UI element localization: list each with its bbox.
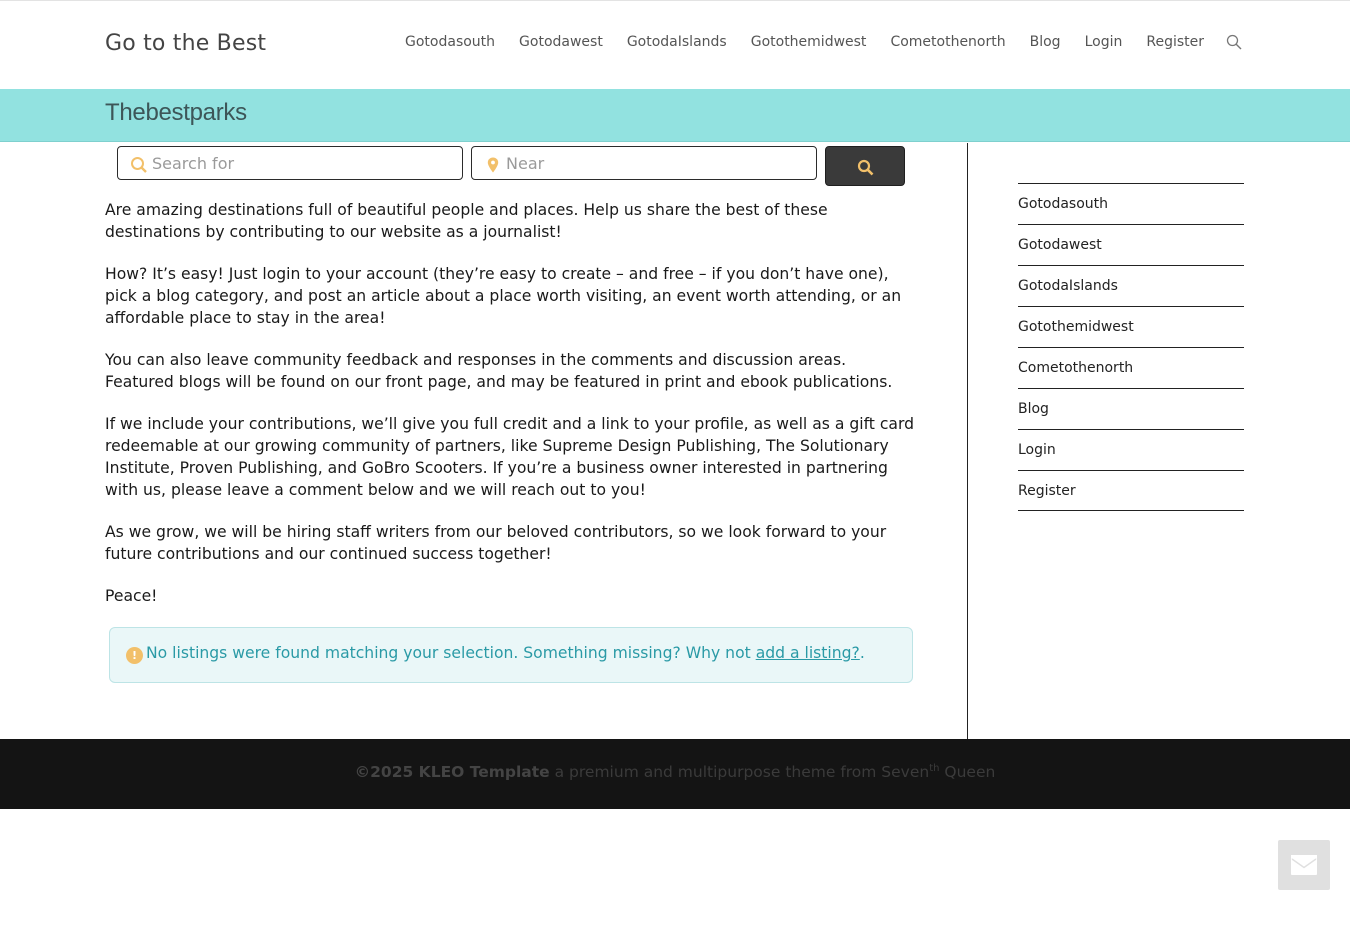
listing-search-form (117, 146, 905, 183)
site-header (0, 1, 1350, 89)
no-listings-notice (109, 627, 913, 683)
map-pin-icon (484, 156, 502, 174)
sidebar-item-cometothenorth[interactable]: Cometothenorth (1018, 347, 1244, 388)
paragraph: How? It’s easy! Just login to your account (they’re easy to create – and free – if you don’t have one), pick a blog category, and post an article about a place worth visiting, an event worth attending, or an affordable place to stay in the area! (105, 265, 902, 327)
sidebar-item-login[interactable]: Login (1018, 429, 1244, 470)
search-icon (130, 156, 148, 174)
search-icon (857, 159, 874, 176)
notice-suffix: . (859, 644, 865, 662)
nav-item-gotodaislands[interactable]: GotodaIslands (626, 34, 727, 50)
page-title-bar (0, 89, 1350, 142)
notice-text (146, 644, 865, 662)
sidebar-item-register[interactable]: Register (1018, 470, 1244, 511)
sidebar-menu (1018, 183, 1244, 511)
sidebar-item-gotodaislands[interactable]: GotodaIslands (1018, 265, 1244, 306)
envelope-icon (1291, 855, 1317, 875)
paragraph: Peace! (105, 587, 158, 605)
paragraph: If we include your contributions, we’ll give you full credit and a link to your profile, as well as a gift card redeemable at our growing community of partners, like Supreme Design Publishing, The Solutionary Institute, Proven Publishing, and GoBro Scooters. If you’re a business owner interested in partnering with us, please leave a comment below and we will reach out to you! (105, 415, 915, 499)
main-nav (381, 34, 1242, 50)
footer-sup: th (929, 763, 940, 774)
site-footer (0, 739, 1350, 809)
search-button[interactable] (825, 146, 905, 186)
sidebar-item-gotothemidwest[interactable]: Gotothemidwest (1018, 306, 1244, 347)
nav-item-gotothemidwest[interactable]: Gotothemidwest (750, 34, 867, 50)
footer-credits (0, 763, 1350, 781)
article-body (105, 199, 917, 627)
footer-brand: Queen (939, 763, 996, 782)
paragraph: Are amazing destinations full of beautiful people and places. Help us share the best of these destinations by contributing to our website as a journalist! (105, 201, 828, 241)
nav-item-gotodasouth[interactable]: Gotodasouth (405, 34, 496, 50)
paragraph: As we grow, we will be hiring staff writers from our beloved contributors, so we look forward to your future contributions and our continued success together! (105, 523, 887, 563)
sidebar-item-gotodasouth[interactable]: Gotodasouth (1018, 183, 1244, 224)
paragraph: You can also leave community feedback and responses in the comments and discussion areas. Featured blogs will be found on our front page, and may be featured in print and ebook publications. (105, 351, 893, 391)
nav-item-cometothenorth[interactable]: Cometothenorth (890, 34, 1006, 50)
near-field (471, 146, 817, 180)
site-logo[interactable]: Go to the Best (105, 31, 267, 56)
search-for-field (117, 146, 463, 180)
page-title: Thebestparks (105, 99, 247, 126)
sidebar-divider (967, 143, 968, 739)
notice-message: No listings were found matching your selection. Something missing? Why not (146, 644, 756, 662)
nav-item-gotodawest[interactable]: Gotodawest (519, 34, 603, 50)
info-icon: ! (126, 647, 143, 664)
add-listing-link[interactable]: add a listing? (755, 644, 860, 662)
footer-copyright: ©2025 KLEO Template (354, 763, 550, 782)
nav-item-register[interactable]: Register (1146, 34, 1204, 50)
contact-button[interactable] (1278, 840, 1330, 890)
main-content (105, 143, 967, 739)
search-for-input[interactable] (152, 147, 456, 179)
sidebar-item-blog[interactable]: Blog (1018, 388, 1244, 429)
nav-item-blog[interactable]: Blog (1029, 34, 1061, 50)
search-icon[interactable] (1226, 34, 1242, 50)
nav-item-login[interactable]: Login (1084, 34, 1123, 50)
near-input[interactable] (506, 147, 810, 179)
footer-tagline: a premium and multipurpose theme from Seven (549, 763, 930, 782)
sidebar-item-gotodawest[interactable]: Gotodawest (1018, 224, 1244, 265)
